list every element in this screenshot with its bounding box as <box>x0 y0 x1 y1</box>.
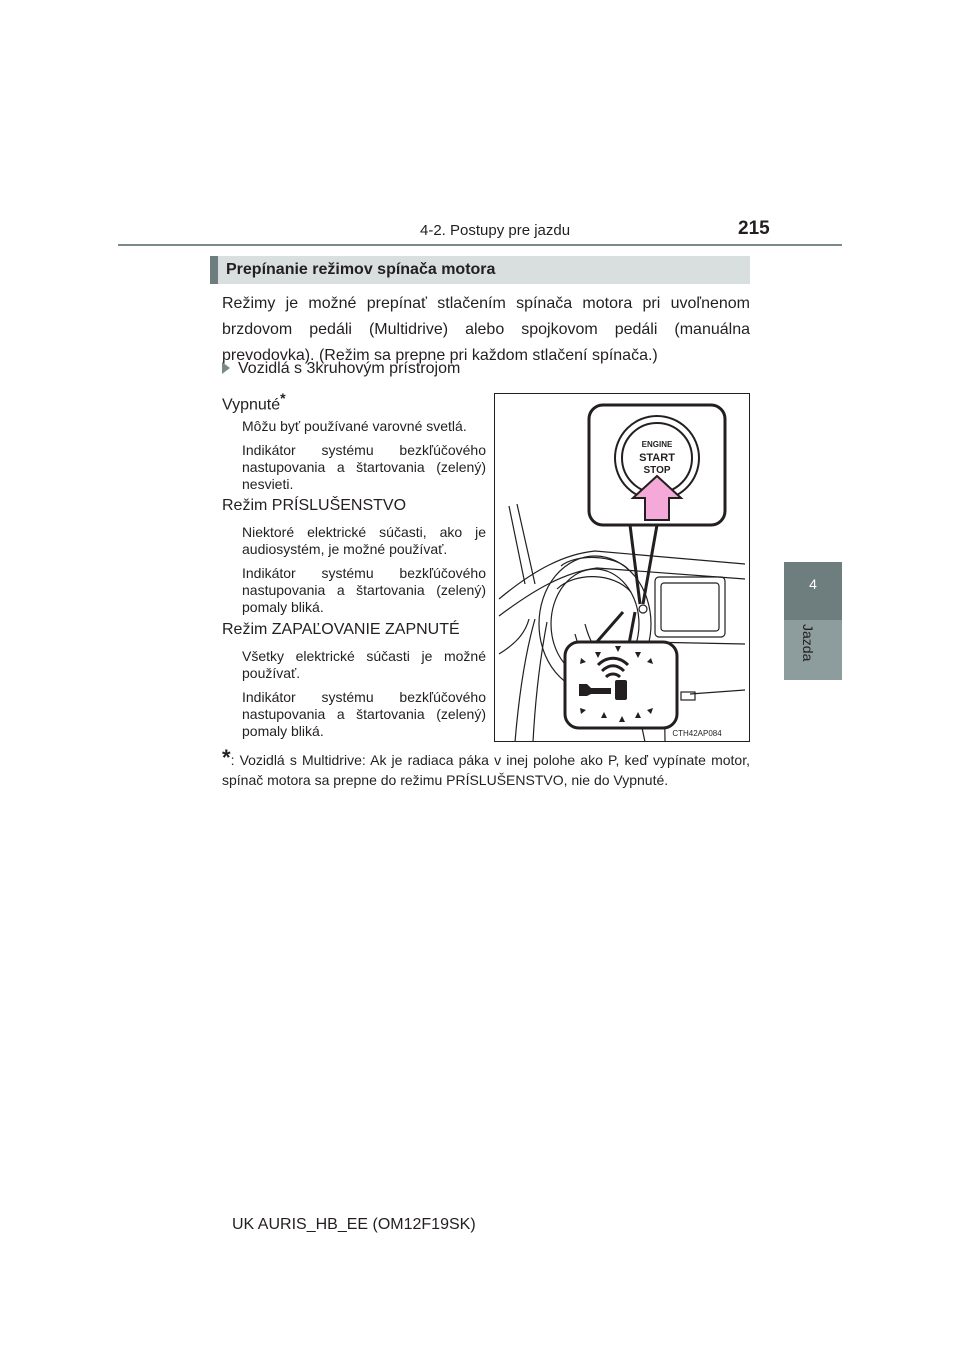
mode-ignition-line-2: Indikátor systému bezkľúčového nastupovania a štartovania (zelený) pomaly bliká. <box>242 689 486 739</box>
intro-paragraph: Režimy je možné prepínať stlačením spínača motora pri uvoľnenom brzdovom pedáli (Multidrive) alebo spojkovom pedáli (manuálna prevodovka). (Režim sa prepne pri každom stlačení spínača.) <box>222 295 750 364</box>
chapter-label: Jazda <box>800 624 816 662</box>
section-breadcrumb: 4-2. Postupy pre jazdu <box>420 222 571 239</box>
button-label-engine: ENGINE <box>641 440 673 449</box>
mode-off-line-2: Indikátor systému bezkľúčového nastupovania a štartovania (zelený) nesvieti. <box>242 442 486 492</box>
mode-ignition-line-1: Všetky elektrické súčasti je možné používať. <box>242 648 486 681</box>
mode-title-off-text: Vypnuté <box>222 396 281 414</box>
header-divider <box>118 244 842 246</box>
vehicle-type-line <box>222 360 460 378</box>
figure-code: CTH42AP084 <box>672 729 722 738</box>
button-label-stop: STOP <box>643 465 671 476</box>
footnote-marker: * <box>280 390 286 406</box>
mode-accessory-line-1: Niektoré elektrické súčasti, ako je audiosystém, je možné používať. <box>242 524 486 557</box>
mode-title-off <box>222 390 286 414</box>
vehicle-type-text: Vozidlá s 3kruhovým prístrojom <box>238 360 461 377</box>
button-label-start: START <box>639 452 675 464</box>
engine-switch-illustration <box>494 393 750 742</box>
chapter-number: 4 <box>809 576 817 592</box>
section-title: Prepínanie režimov spínača motora <box>226 261 496 278</box>
triangle-bullet-icon <box>222 362 230 374</box>
mode-off-line-1: Môžu byť používané varovné svetlá. <box>242 418 467 434</box>
mode-title-accessory: Režim PRÍSLUŠENSTVO <box>222 497 407 514</box>
mode-title-ignition-on: Režim ZAPAĽOVANIE ZAPNUTÉ <box>222 621 460 638</box>
footnote <box>222 745 750 790</box>
footnote-star: * <box>222 745 231 770</box>
mode-accessory-line-2: Indikátor systému bezkľúčového nastupovania a štartovania (zelený) pomaly bliká. <box>242 565 486 615</box>
document-model-code: UK AURIS_HB_EE (OM12F19SK) <box>232 1216 476 1233</box>
footnote-text: : Vozidlá s Multidrive: Ak je radiaca páka v inej polohe ako P, keď vypínate motor, spínač motora sa prepne do režimu PRÍSLUŠENSTVO, nie do Vypnuté. <box>222 752 750 788</box>
page-number: 215 <box>738 218 770 239</box>
